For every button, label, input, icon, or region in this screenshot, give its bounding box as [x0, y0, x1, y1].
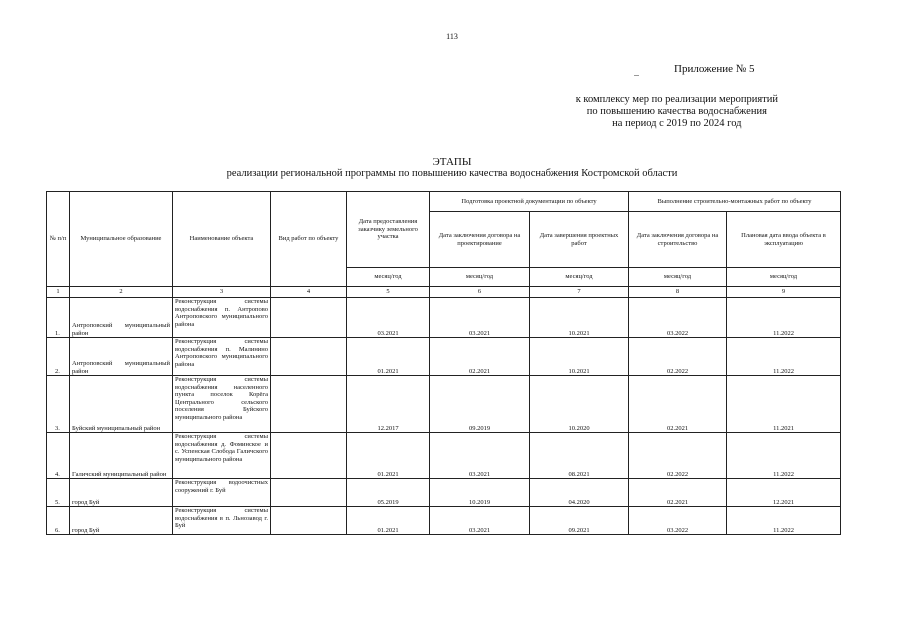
header-num: № п/п — [47, 192, 70, 287]
table-row — [47, 376, 841, 433]
complex-line: к комплексу мер по реализации мероприятий — [575, 94, 778, 105]
unit-label: месяц/год — [727, 268, 841, 287]
row-construction-contract: 02.2022 — [629, 338, 727, 376]
header-object: Наименование объекта — [173, 192, 271, 287]
table-row — [47, 298, 841, 338]
row-design-finish: 10.2021 — [530, 338, 629, 376]
row-commissioning: 11.2022 — [727, 507, 841, 535]
row-commissioning: 11.2021 — [727, 376, 841, 433]
row-work-type — [271, 433, 347, 479]
row-number: 2. — [47, 338, 70, 376]
row-number: 5. — [47, 479, 70, 507]
row-work-type — [271, 298, 347, 338]
complex-line: на период с 2019 по 2024 год — [612, 118, 742, 129]
row-land-date: 01.2021 — [347, 433, 430, 479]
row-design-finish: 09.2021 — [530, 507, 629, 535]
row-construction-contract: 02.2021 — [629, 479, 727, 507]
column-number: 6 — [430, 287, 530, 298]
row-commissioning: 11.2022 — [727, 433, 841, 479]
header-design-finish: Дата завершения проектных работ — [530, 212, 629, 268]
row-work-type — [271, 338, 347, 376]
row-work-type — [271, 479, 347, 507]
row-design-finish: 08.2021 — [530, 433, 629, 479]
row-land-date: 03.2021 — [347, 298, 430, 338]
row-commissioning: 12.2021 — [727, 479, 841, 507]
row-object: Реконструкция системы водоснабжения в п. Льнозавод г. Буй — [173, 507, 271, 535]
header-land-date: Дата предоставления заказчику земельного участка — [347, 192, 430, 268]
row-municipality: город Буй — [70, 507, 173, 535]
row-construction-contract: 03.2022 — [629, 298, 727, 338]
row-design-contract: 03.2021 — [430, 507, 530, 535]
row-work-type — [271, 376, 347, 433]
column-number: 1 — [47, 287, 70, 298]
row-construction-contract: 03.2022 — [629, 507, 727, 535]
row-object: Реконструкция системы водоснабжения населенного пункта поселок Корёга Центрального сельского поселения Буйского муниципального района — [173, 376, 271, 433]
column-number: 8 — [629, 287, 727, 298]
appendix-label: Приложение № 5 — [674, 63, 755, 75]
column-number: 4 — [271, 287, 347, 298]
row-municipality: город Буй — [70, 479, 173, 507]
row-design-finish: 10.2021 — [530, 298, 629, 338]
row-design-contract: 03.2021 — [430, 298, 530, 338]
table-row — [47, 479, 841, 507]
row-number: 6. — [47, 507, 70, 535]
page-number: 113 — [446, 32, 458, 41]
scan-mark — [634, 75, 639, 76]
unit-label: месяц/год — [430, 268, 530, 287]
row-number: 4. — [47, 433, 70, 479]
row-object: Реконструкция системы водоснабжения д. Фоминское и с. Успенская Слобода Галичского муниципального района — [173, 433, 271, 479]
header-design-group: Подготовка проектной документации по объекту — [430, 192, 629, 212]
row-design-finish: 04.2020 — [530, 479, 629, 507]
unit-label: месяц/год — [530, 268, 629, 287]
column-number: 3 — [173, 287, 271, 298]
header-work-type: Вид работ по объекту — [271, 192, 347, 287]
header-design-contract: Дата заключения договора на проектирование — [430, 212, 530, 268]
header-construction-group: Выполнение строительно-монтажных работ по объекту — [629, 192, 841, 212]
row-object: Реконструкция системы водоснабжения п. Малинино Антроповского муниципального района — [173, 338, 271, 376]
row-design-contract: 02.2021 — [430, 338, 530, 376]
row-number: 3. — [47, 376, 70, 433]
column-number: 7 — [530, 287, 629, 298]
column-number: 2 — [70, 287, 173, 298]
row-municipality: Галичский муниципальный район — [70, 433, 173, 479]
row-design-contract: 10.2019 — [430, 479, 530, 507]
unit-label: месяц/год — [629, 268, 727, 287]
row-land-date: 01.2021 — [347, 338, 430, 376]
header-commissioning: Плановая дата ввода объекта в эксплуатацию — [727, 212, 841, 268]
row-municipality: Буйский муниципальный район — [70, 376, 173, 433]
row-commissioning: 11.2022 — [727, 298, 841, 338]
table-row — [47, 433, 841, 479]
row-design-finish: 10.2020 — [530, 376, 629, 433]
document-heading — [0, 156, 904, 180]
column-number: 5 — [347, 287, 430, 298]
row-land-date: 01.2021 — [347, 507, 430, 535]
row-construction-contract: 02.2022 — [629, 433, 727, 479]
row-design-contract: 03.2021 — [430, 433, 530, 479]
row-object: Реконструкция системы водоснабжения п. Антропово Антроповского муниципального района — [173, 298, 271, 338]
header-municipality: Муниципальное образование — [70, 192, 173, 287]
unit-label: месяц/год — [347, 268, 430, 287]
header-construction-contract: Дата заключения договора на строительство — [629, 212, 727, 268]
complex-reference — [576, 94, 778, 130]
row-construction-contract: 02.2021 — [629, 376, 727, 433]
row-land-date: 05.2019 — [347, 479, 430, 507]
stages-table — [46, 191, 841, 535]
row-number: 1. — [47, 298, 70, 338]
complex-line: по повышению качества водоснабжения — [586, 106, 767, 117]
column-number: 9 — [727, 287, 841, 298]
table-row — [47, 338, 841, 376]
document-subtitle: реализации региональной программы по повышению качества водоснабжения Костромской области — [226, 168, 678, 179]
row-municipality: Антроповский муниципальный район — [70, 338, 173, 376]
row-work-type — [271, 507, 347, 535]
table-row — [47, 507, 841, 535]
row-object: Реконструкция водоочистных сооружений г. Буй — [173, 479, 271, 507]
row-land-date: 12.2017 — [347, 376, 430, 433]
document-title: ЭТАПЫ — [432, 156, 472, 168]
row-design-contract: 09.2019 — [430, 376, 530, 433]
row-commissioning: 11.2022 — [727, 338, 841, 376]
row-municipality: Антроповский муниципальный район — [70, 298, 173, 338]
